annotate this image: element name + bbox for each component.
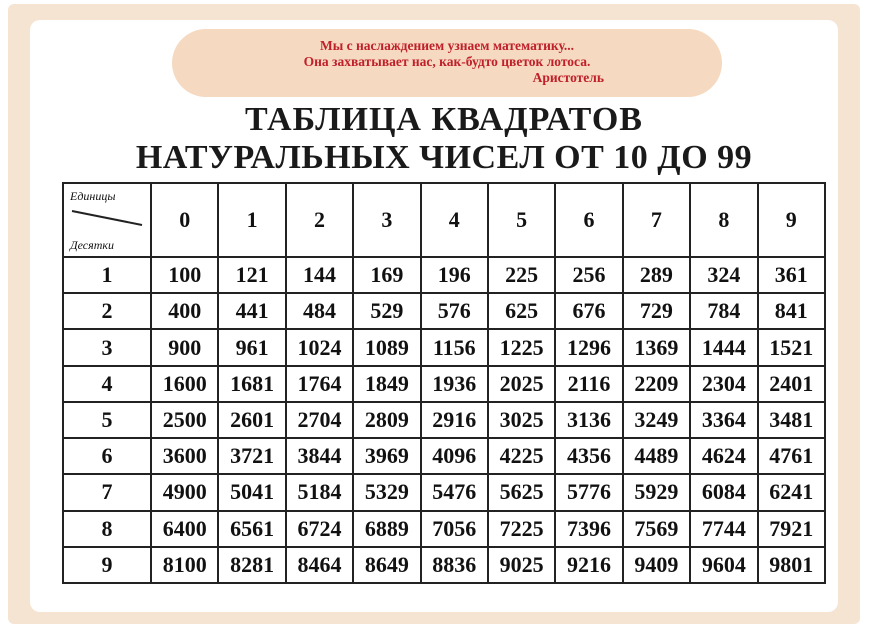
- square-value-cell: 529: [353, 293, 420, 329]
- square-value-cell: 7225: [488, 511, 555, 547]
- square-value-cell: 4624: [690, 438, 757, 474]
- square-value-cell: 6889: [353, 511, 420, 547]
- square-value-cell: 6400: [151, 511, 218, 547]
- square-value-cell: 1296: [555, 329, 622, 365]
- table-row: [63, 257, 825, 293]
- square-value-cell: 1444: [690, 329, 757, 365]
- quote-line-1: Мы с наслаждением узнаем математику...: [319, 38, 574, 53]
- square-value-cell: 7396: [555, 511, 622, 547]
- square-value-cell: 1936: [421, 366, 488, 402]
- square-value-cell: 9604: [690, 547, 757, 583]
- quote-author: Аристотель: [532, 70, 604, 85]
- square-value-cell: 3844: [286, 438, 353, 474]
- square-value-cell: 2025: [488, 366, 555, 402]
- square-value-cell: 484: [286, 293, 353, 329]
- square-value-cell: 1764: [286, 366, 353, 402]
- square-value-cell: 121: [218, 257, 285, 293]
- square-value-cell: 1024: [286, 329, 353, 365]
- square-value-cell: 2500: [151, 402, 218, 438]
- square-value-cell: 7569: [623, 511, 690, 547]
- square-value-cell: 1225: [488, 329, 555, 365]
- table-row: [63, 329, 825, 365]
- square-value-cell: 4356: [555, 438, 622, 474]
- square-value-cell: 3136: [555, 402, 622, 438]
- square-value-cell: 361: [758, 257, 825, 293]
- square-value-cell: 1089: [353, 329, 420, 365]
- square-value-cell: 169: [353, 257, 420, 293]
- column-header-units-2: 2: [286, 183, 353, 257]
- table-row: [63, 547, 825, 583]
- square-value-cell: 729: [623, 293, 690, 329]
- square-value-cell: 784: [690, 293, 757, 329]
- square-value-cell: 5184: [286, 474, 353, 510]
- square-value-cell: 289: [623, 257, 690, 293]
- square-value-cell: 7921: [758, 511, 825, 547]
- table-row: [63, 511, 825, 547]
- page-title-line-2: НАТУРАЛЬНЫХ ЧИСЕЛ ОТ 10 ДО 99: [135, 139, 753, 176]
- square-value-cell: 2401: [758, 366, 825, 402]
- square-value-cell: 8464: [286, 547, 353, 583]
- square-value-cell: 5329: [353, 474, 420, 510]
- square-value-cell: 441: [218, 293, 285, 329]
- square-value-cell: 2601: [218, 402, 285, 438]
- square-value-cell: 841: [758, 293, 825, 329]
- square-value-cell: 4900: [151, 474, 218, 510]
- table-row: [63, 293, 825, 329]
- square-value-cell: 7744: [690, 511, 757, 547]
- column-header-units-6: 6: [555, 183, 622, 257]
- square-value-cell: 1521: [758, 329, 825, 365]
- square-value-cell: 625: [488, 293, 555, 329]
- row-header-tens: 1: [63, 257, 151, 293]
- row-header-tens: 5: [63, 402, 151, 438]
- page-title-line-1: ТАБЛИЦА КВАДРАТОВ: [245, 101, 643, 138]
- square-value-cell: 576: [421, 293, 488, 329]
- table-row: [63, 402, 825, 438]
- square-value-cell: 1849: [353, 366, 420, 402]
- column-header-units-5: 5: [488, 183, 555, 257]
- square-value-cell: 324: [690, 257, 757, 293]
- corner-divider-line: [70, 207, 144, 229]
- table-header-row: [63, 183, 825, 257]
- column-header-units-0: 0: [151, 183, 218, 257]
- square-value-cell: 9025: [488, 547, 555, 583]
- square-value-cell: 2209: [623, 366, 690, 402]
- row-header-tens: 4: [63, 366, 151, 402]
- corner-tens-label: Десятки: [70, 238, 114, 252]
- square-value-cell: 3025: [488, 402, 555, 438]
- table-corner-cell: [63, 183, 151, 257]
- square-value-cell: 6724: [286, 511, 353, 547]
- square-value-cell: 9216: [555, 547, 622, 583]
- square-value-cell: 5929: [623, 474, 690, 510]
- corner-units-label: Единицы: [70, 189, 116, 203]
- square-value-cell: 196: [421, 257, 488, 293]
- column-header-units-4: 4: [421, 183, 488, 257]
- square-value-cell: 3364: [690, 402, 757, 438]
- column-header-units-1: 1: [218, 183, 285, 257]
- square-value-cell: 4489: [623, 438, 690, 474]
- column-header-units-8: 8: [690, 183, 757, 257]
- square-value-cell: 9801: [758, 547, 825, 583]
- square-value-cell: 6561: [218, 511, 285, 547]
- square-value-cell: 4225: [488, 438, 555, 474]
- square-value-cell: 5625: [488, 474, 555, 510]
- quote-line-2: Она захватывает нас, как-будто цветок лотоса.: [303, 54, 591, 69]
- square-value-cell: 6084: [690, 474, 757, 510]
- square-value-cell: 900: [151, 329, 218, 365]
- row-header-tens: 6: [63, 438, 151, 474]
- squares-table: [62, 182, 826, 584]
- column-header-units-7: 7: [623, 183, 690, 257]
- square-value-cell: 1369: [623, 329, 690, 365]
- square-value-cell: 8100: [151, 547, 218, 583]
- row-header-tens: 7: [63, 474, 151, 510]
- square-value-cell: 2809: [353, 402, 420, 438]
- column-header-units-3: 3: [353, 183, 420, 257]
- square-value-cell: 100: [151, 257, 218, 293]
- square-value-cell: 225: [488, 257, 555, 293]
- square-value-cell: 400: [151, 293, 218, 329]
- square-value-cell: 3600: [151, 438, 218, 474]
- row-header-tens: 3: [63, 329, 151, 365]
- table-row: [63, 438, 825, 474]
- square-value-cell: 4761: [758, 438, 825, 474]
- square-value-cell: 2916: [421, 402, 488, 438]
- square-value-cell: 7056: [421, 511, 488, 547]
- square-value-cell: 8836: [421, 547, 488, 583]
- square-value-cell: 1600: [151, 366, 218, 402]
- square-value-cell: 4096: [421, 438, 488, 474]
- square-value-cell: 1156: [421, 329, 488, 365]
- square-value-cell: 8281: [218, 547, 285, 583]
- square-value-cell: 1681: [218, 366, 285, 402]
- square-value-cell: 256: [555, 257, 622, 293]
- square-value-cell: 5041: [218, 474, 285, 510]
- square-value-cell: 5476: [421, 474, 488, 510]
- square-value-cell: 3721: [218, 438, 285, 474]
- row-header-tens: 9: [63, 547, 151, 583]
- square-value-cell: 2116: [555, 366, 622, 402]
- square-value-cell: 8649: [353, 547, 420, 583]
- row-header-tens: 2: [63, 293, 151, 329]
- table-row: [63, 474, 825, 510]
- column-header-units-9: 9: [758, 183, 825, 257]
- square-value-cell: 144: [286, 257, 353, 293]
- square-value-cell: 3249: [623, 402, 690, 438]
- square-value-cell: 6241: [758, 474, 825, 510]
- square-value-cell: 3481: [758, 402, 825, 438]
- square-value-cell: 2304: [690, 366, 757, 402]
- square-value-cell: 3969: [353, 438, 420, 474]
- square-value-cell: 676: [555, 293, 622, 329]
- quote-banner: [172, 29, 722, 97]
- square-value-cell: 9409: [623, 547, 690, 583]
- square-value-cell: 961: [218, 329, 285, 365]
- square-value-cell: 2704: [286, 402, 353, 438]
- square-value-cell: 5776: [555, 474, 622, 510]
- table-row: [63, 366, 825, 402]
- row-header-tens: 8: [63, 511, 151, 547]
